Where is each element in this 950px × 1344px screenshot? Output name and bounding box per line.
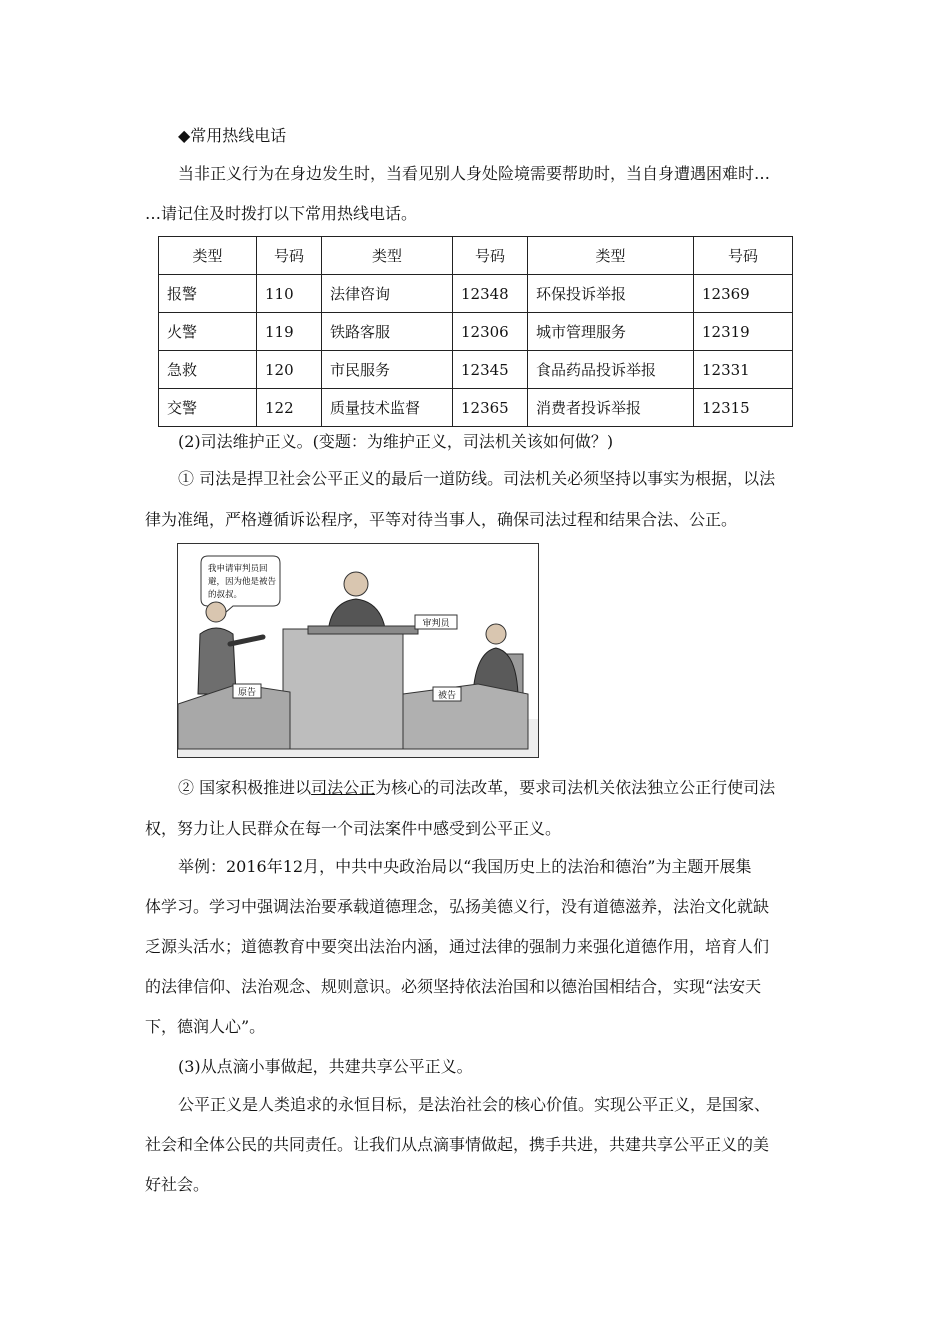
column-header: 号码 [257, 237, 322, 275]
table-cell: 火警 [159, 313, 257, 351]
underlined-term: 司法公正 [311, 778, 376, 797]
column-header: 类型 [528, 237, 694, 275]
column-header: 号码 [694, 237, 793, 275]
paragraph-line [178, 777, 775, 799]
table-cell: 12319 [694, 313, 793, 351]
section-title: (3)从点滴小事做起，共建共享公平正义。 [178, 1057, 473, 1076]
plaintiff-sign-text: 原告 [237, 688, 257, 698]
example-line: 举例：2016年12月，中共中央政治局以“我国历史上的法治和德治”为主题开展集 [178, 857, 752, 876]
speech-line: 我申请审判员回 [208, 564, 268, 574]
example-line: 乏源头活水；道德教育中要突出法治内涵，通过法律的强制力来强化道德作用，培育人们 [145, 937, 770, 956]
intro-text: 当非正义行为在身边发生时，当看见别人身处险境需要帮助时，当自身遭遇困难时… [178, 164, 771, 183]
table-cell: 铁路客服 [322, 313, 453, 351]
example-line: 体学习。学习中强调法治要承载道德理念，弘扬美德义行，没有道德滋养，法治文化就缺 [145, 897, 770, 916]
table-cell: 食品药品投诉举报 [528, 351, 694, 389]
table-cell: 120 [257, 351, 322, 389]
table-cell: 119 [257, 313, 322, 351]
table-row [159, 313, 793, 351]
judge-head [344, 572, 368, 596]
judge-sign-text: 审判员 [422, 619, 450, 629]
table-row [159, 389, 793, 427]
paragraph-line: ① 司法是捍卫社会公平正义的最后一道防线。司法机关必须坚持以事实为根据，以法 [178, 469, 776, 488]
table-cell: 市民服务 [322, 351, 453, 389]
intro-text: …请记住及时拨打以下常用热线电话。 [145, 204, 418, 223]
table-cell: 12365 [453, 389, 528, 427]
column-header: 类型 [159, 237, 257, 275]
table-cell: 12315 [694, 389, 793, 427]
text-run: 为核心的司法改革，要求司法机关依法独立公正行使司法 [375, 778, 776, 797]
table-cell: 消费者投诉举报 [528, 389, 694, 427]
column-header: 类型 [322, 237, 453, 275]
bench-top [308, 626, 418, 634]
table-cell: 12348 [453, 275, 528, 313]
column-header: 号码 [453, 237, 528, 275]
table-row [159, 275, 793, 313]
defendant-head [486, 624, 506, 644]
example-line: 的法律信仰、法治观念、规则意识。必须坚持依法治国和以德治国相结合，实现“法安天 [145, 977, 762, 996]
table-cell: 报警 [159, 275, 257, 313]
courtroom-drawing [178, 544, 538, 757]
table-cell: 急救 [159, 351, 257, 389]
speech-line: 的叔叔。 [208, 590, 243, 600]
hotline-table [158, 236, 793, 427]
paragraph-line: 权，努力让人民群众在每一个司法案件中感受到公平正义。 [145, 819, 562, 838]
table-cell: 环保投诉举报 [528, 275, 694, 313]
example-line: 下，德润人心”。 [145, 1017, 266, 1036]
table-cell: 12306 [453, 313, 528, 351]
table-row [159, 351, 793, 389]
courtroom-illustration [177, 543, 539, 758]
judge-bench [283, 629, 403, 749]
table-cell: 110 [257, 275, 322, 313]
defendant-sign-text: 被告 [437, 691, 457, 701]
table-cell: 交警 [159, 389, 257, 427]
defendant-desk [403, 684, 528, 749]
table-cell: 12345 [453, 351, 528, 389]
table-cell: 质量技术监督 [322, 389, 453, 427]
table-cell: 12369 [694, 275, 793, 313]
table-header-row [159, 237, 793, 275]
table-cell: 城市管理服务 [528, 313, 694, 351]
table-cell: 法律咨询 [322, 275, 453, 313]
section-title: (2)司法维护正义。(变题：为维护正义，司法机关该如何做？) [178, 432, 614, 451]
plaintiff-head [206, 602, 226, 622]
section-heading: ◆常用热线电话 [178, 126, 287, 145]
plaintiff-suit [198, 628, 236, 694]
paragraph-line: 律为准绳，严格遵循诉讼程序，平等对待当事人，确保司法过程和结果合法、公正。 [145, 510, 738, 529]
plaintiff-arm [230, 637, 263, 644]
paragraph-line: 公平正义是人类追求的永恒目标，是法治社会的核心价值。实现公平正义，是国家、 [178, 1095, 771, 1114]
text-run: ② 国家积极推进以 [178, 778, 312, 797]
speech-line: 避，因为他是被告 [208, 577, 277, 587]
paragraph-line: 社会和全体公民的共同责任。让我们从点滴事情做起，携手共进，共建共享公平正义的美 [145, 1135, 770, 1154]
table-cell: 12331 [694, 351, 793, 389]
paragraph-line: 好社会。 [145, 1175, 210, 1194]
table-cell: 122 [257, 389, 322, 427]
